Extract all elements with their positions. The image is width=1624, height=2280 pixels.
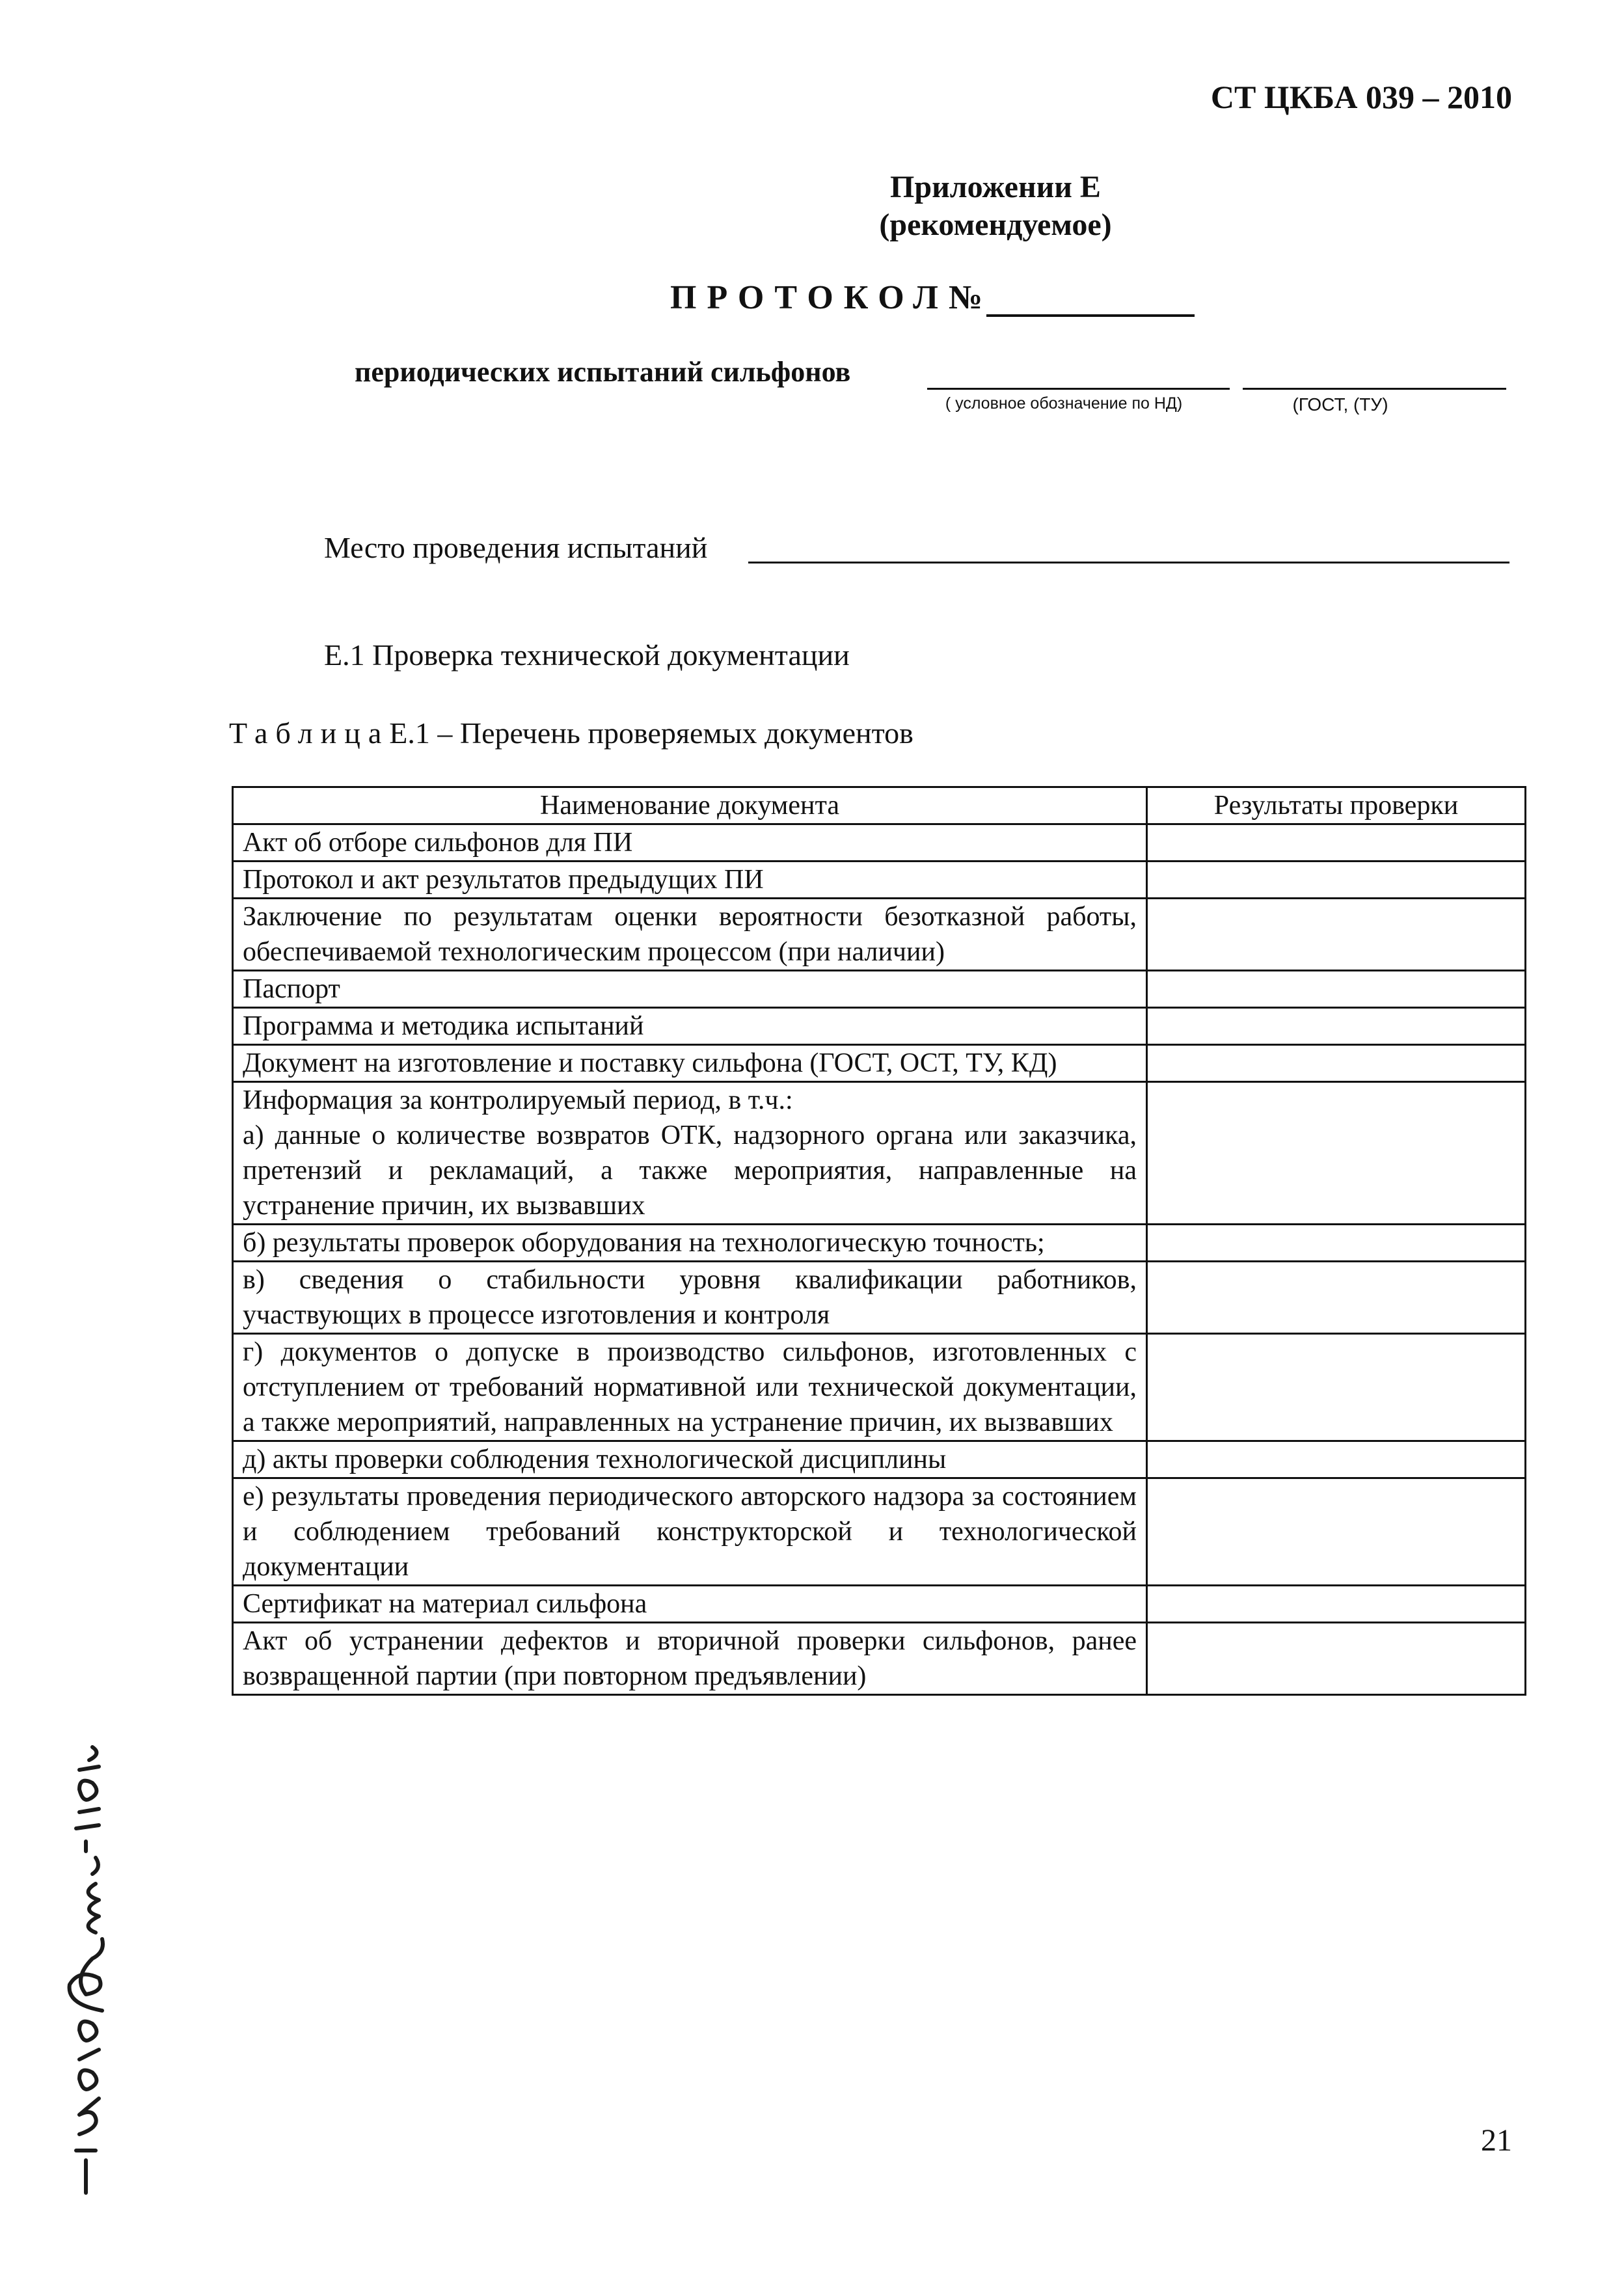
standard-blank xyxy=(1243,388,1506,390)
table-row xyxy=(233,1045,1526,1082)
document-name-cell: Сертификат на материал сильфона xyxy=(233,1586,1147,1623)
column-header-check-results: Результаты проверки xyxy=(1147,787,1526,824)
protocol-number-blank xyxy=(986,283,1195,317)
table-row xyxy=(233,1441,1526,1478)
check-result-cell xyxy=(1147,1082,1526,1225)
document-name-cell: б) результаты проверок оборудования на технологическую точность; xyxy=(233,1225,1147,1262)
column-header-document-name: Наименование документа xyxy=(233,787,1147,824)
check-result-cell xyxy=(1147,1478,1526,1586)
table-header-row xyxy=(233,787,1526,824)
check-result-cell xyxy=(1147,1441,1526,1478)
handwritten-signature-icon xyxy=(40,1744,131,2199)
designation-blank xyxy=(927,388,1230,390)
table-row xyxy=(233,1623,1526,1695)
check-result-cell xyxy=(1147,862,1526,899)
page-number: 21 xyxy=(1481,2123,1512,2158)
check-result-cell xyxy=(1147,971,1526,1008)
protocol-title xyxy=(670,278,1195,317)
table-row xyxy=(233,899,1526,971)
check-result-cell xyxy=(1147,1334,1526,1441)
document-name-cell: Программа и методика испытаний xyxy=(233,1008,1147,1045)
document-name-cell: Информация за контролируемый период, в т.ч.: а) данные о количестве возвратов ОТК, надзорного органа или заказчика, претензий и рекламаций, а также мероприятия, направленные на устранение причин, их вызвавших xyxy=(233,1082,1147,1225)
section-heading: Е.1 Проверка технической документации xyxy=(324,638,850,672)
document-name-cell: д) акты проверки соблюдения технологической дисциплины xyxy=(233,1441,1147,1478)
table-caption xyxy=(229,716,914,750)
document-name-cell: Паспорт xyxy=(233,971,1147,1008)
table-row xyxy=(233,1082,1526,1225)
document-name-cell: Протокол и акт результатов предыдущих ПИ xyxy=(233,862,1147,899)
table-row xyxy=(233,824,1526,862)
document-code: СТ ЦКБА 039 – 2010 xyxy=(1210,79,1512,115)
table-caption-word: Таблица xyxy=(229,716,390,750)
standard-hint: (ГОСТ, (ТУ) xyxy=(1292,394,1388,414)
check-result-cell xyxy=(1147,1623,1526,1695)
test-place-label: Место проведения испытаний xyxy=(324,531,708,564)
annex-title: Приложении Е xyxy=(890,170,1101,204)
table-row xyxy=(233,1225,1526,1262)
test-place-blank xyxy=(748,562,1509,563)
document-name-cell: Заключение по результатам оценки вероятности безотказной работы, обеспечиваемой технологическим процессом (при наличии) xyxy=(233,899,1147,971)
table-row xyxy=(233,1008,1526,1045)
annex-subtitle: (рекомендуемое) xyxy=(879,208,1112,242)
check-result-cell xyxy=(1147,824,1526,862)
document-name-cell: Акт об устранении дефектов и вторичной проверки сильфонов, ранее возвращенной партии (при повторном предъявлении) xyxy=(233,1623,1147,1695)
documents-table xyxy=(232,786,1526,1696)
table-caption-text: Е.1 – Перечень проверяемых документов xyxy=(389,716,914,750)
check-result-cell xyxy=(1147,1586,1526,1623)
protocol-number-sign: № xyxy=(948,279,983,316)
designation-hint: ( условное обозначение по НД) xyxy=(945,394,1183,413)
document-name-cell: Акт об отборе сильфонов для ПИ xyxy=(233,824,1147,862)
subject-label: периодических испытаний сильфонов xyxy=(355,356,851,388)
document-name-cell: Документ на изготовление и поставку сильфона (ГОСТ, ОСТ, ТУ, КД) xyxy=(233,1045,1147,1082)
check-result-cell xyxy=(1147,899,1526,971)
document-name-cell: е) результаты проведения периодического авторского надзора за состоянием и соблюдением требований конструкторской и технологической документации xyxy=(233,1478,1147,1586)
check-result-cell xyxy=(1147,1045,1526,1082)
document-name-cell: в) сведения о стабильности уровня квалификации работников, участвующих в процессе изготовления и контроля xyxy=(233,1262,1147,1334)
table-row xyxy=(233,1334,1526,1441)
table-row xyxy=(233,1586,1526,1623)
table-row xyxy=(233,971,1526,1008)
check-result-cell xyxy=(1147,1262,1526,1334)
table-row xyxy=(233,1478,1526,1586)
table-row xyxy=(233,1262,1526,1334)
check-result-cell xyxy=(1147,1225,1526,1262)
document-name-cell: г) документов о допуске в производство сильфонов, изготовленных с отступлением от требований нормативной или технической документации, а также мероприятий, направленных на устранение причин, их вызвавших xyxy=(233,1334,1147,1441)
table-row xyxy=(233,862,1526,899)
check-result-cell xyxy=(1147,1008,1526,1045)
protocol-word: ПРОТОКОЛ xyxy=(670,279,949,316)
